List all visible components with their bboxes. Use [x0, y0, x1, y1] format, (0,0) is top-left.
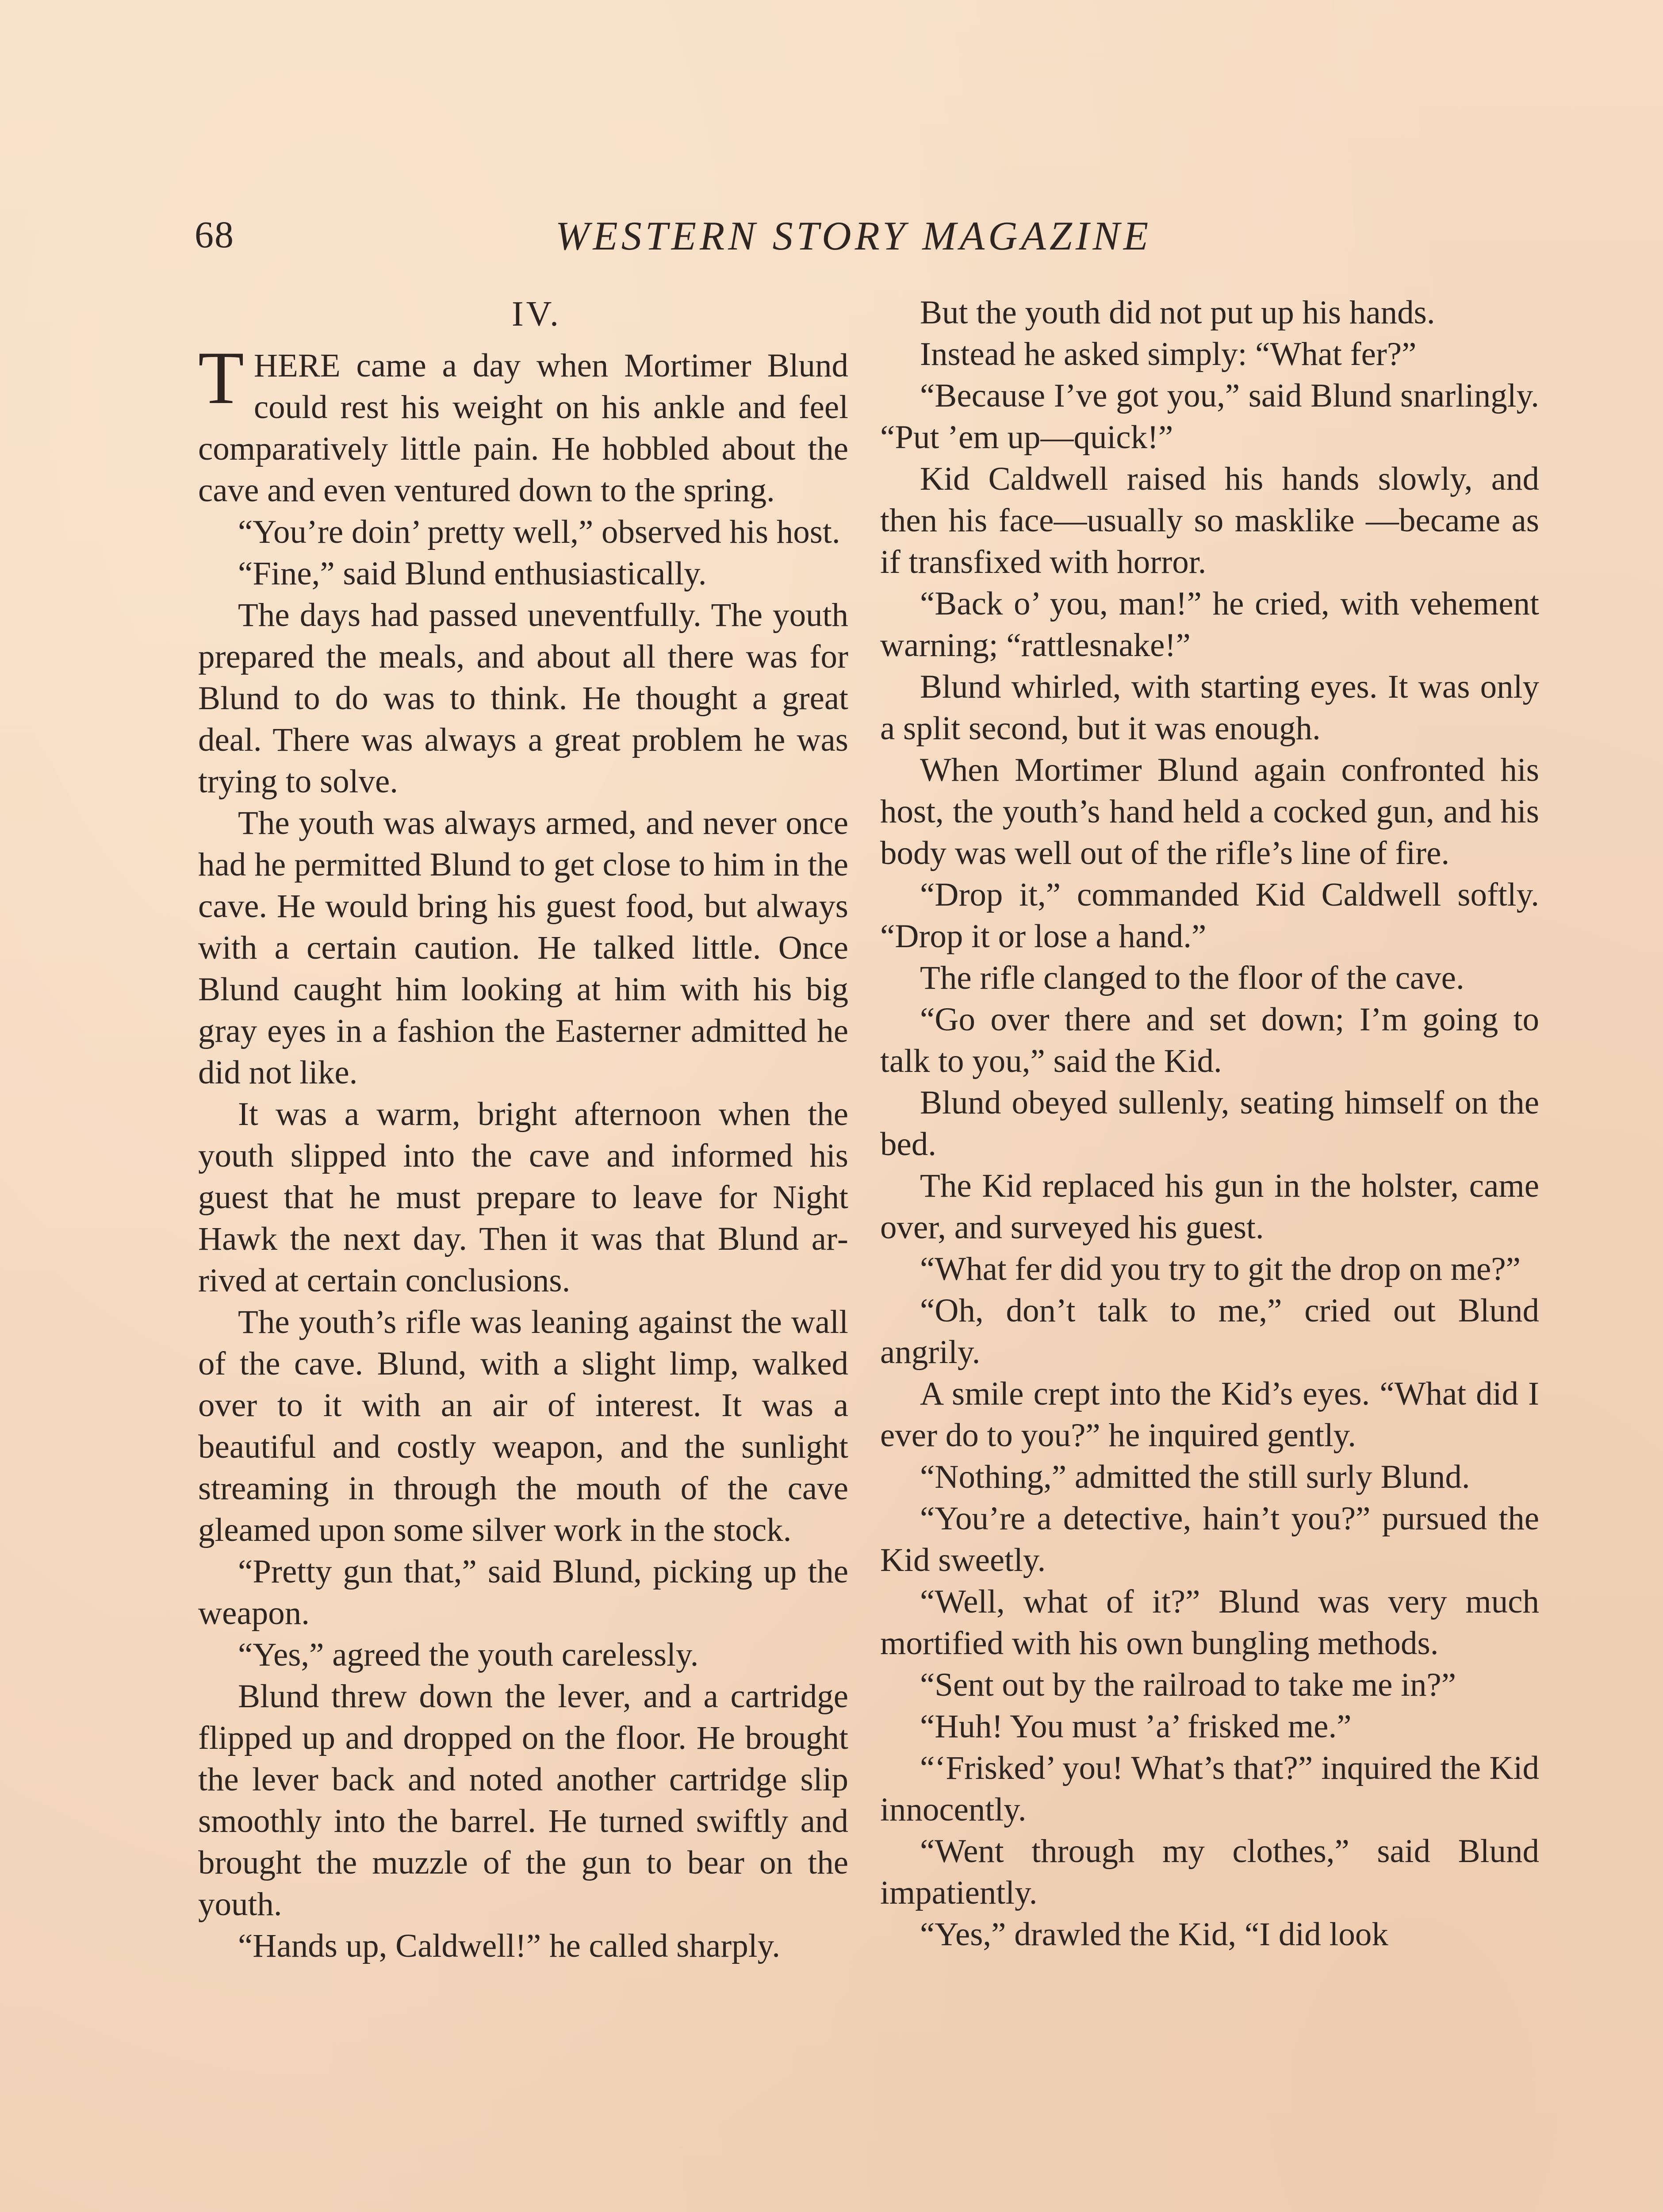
paragraph: “Because I’ve got you,” said Blund snarlingly. “Put ’em up—quick!” [880, 377, 1539, 456]
right-column [880, 292, 1539, 1955]
paragraph: The youth was always armed, and never once had he permitted Blund to get close to him in the cave. He would bring his guest food, but always with a certain caution. He talked little. Once Blund caught him looking at him with his big gray eyes in a fashion the Easterner admitted he did not like. [198, 805, 848, 1091]
paragraph: “Yes,” agreed the youth carelessly. [238, 1636, 699, 1673]
paragraph: “Nothing,” admitted the still surly Blund. [920, 1459, 1470, 1495]
paragraph: The days had passed uneventfully. The youth prepared the meals, and about all there was for Blund to do was to think. He thought a great deal. There was always a great problem he was trying to solve. [198, 597, 848, 800]
paragraph: “You’re doin’ pretty well,” observed his host. [238, 514, 840, 550]
paragraph: Blund threw down the lever, and a cartridge flipped up and dropped on the floor. He brought the lever back and noted another cartridge slip smoothly into the barrel. He turned swiftly and brought the muzzle of the gun to bear on the youth. [198, 1678, 848, 1923]
paragraph: “‘Frisked’ you! What’s that?” inquired the Kid innocently. [880, 1750, 1539, 1828]
paragraph: But the youth did not put up his hands. [920, 294, 1435, 331]
paragraph-text: HERE came a day when Mortimer Blund could rest his weight on his ankle and feel comparatively little pain. He hobbled about the cave and even ventured down to the spring. [198, 347, 848, 509]
chapter-heading: IV. [511, 295, 562, 334]
paragraph: “Fine,” said Blund enthusiastically. [238, 555, 707, 592]
paragraph: Blund whirled, with starting eyes. It was only a split second, but it was enough. [880, 668, 1539, 747]
paragraph: When Mortimer Blund again confronted his host, the youth’s hand held a cocked gun, and his body was well out of the rifle’s line of fire. [880, 752, 1539, 872]
paragraph: “Go over there and set down; I’m going to talk to you,” said the Kid. [880, 1001, 1539, 1079]
paragraph: Instead he asked simply: “What fer?” [920, 336, 1417, 373]
paragraph: “What fer did you try to git the drop on me?” [920, 1251, 1521, 1287]
paragraph: “Hands up, Caldwell!” he called sharply. [238, 1928, 780, 1964]
paragraph: “Oh, don’t talk to me,” cried out Blund angrily. [880, 1292, 1539, 1371]
left-column [198, 292, 848, 1967]
paragraph: “Drop it,” commanded Kid Caldwell softly. “Drop it or lose a hand.” [880, 876, 1539, 955]
paragraph: “Went through my clothes,” said Blund impatiently. [880, 1833, 1539, 1911]
paragraph: “Huh! You must ’a’ frisked me.” [920, 1708, 1352, 1745]
page-number: 68 [195, 213, 234, 256]
paragraph: The rifle clanged to the floor of the cave. [920, 960, 1464, 996]
paragraph: The youth’s rifle was leaning against the wall of the cave. Blund, with a slight limp, walked over to it with an air of interest. It was a beautiful and costly weapon, and the sunlight streaming in through the mouth of the cave gleamed upon some silver work in the stock. [198, 1304, 848, 1548]
paragraph: A smile crept into the Kid’s eyes. “What did I ever do to you?” he inquired gently. [880, 1375, 1539, 1454]
paragraph: “You’re a detective, hain’t you?” pursued the Kid sweetly. [880, 1500, 1539, 1578]
paragraph: “Sent out by the railroad to take me in?” [920, 1667, 1456, 1703]
page-header [195, 212, 1513, 265]
drop-cap: T [198, 336, 244, 419]
paragraph: “Yes,” drawled the Kid, “I did look [920, 1916, 1388, 1953]
running-title: WESTERN STORY MAGAZINE [555, 213, 1152, 258]
paragraph: “Back o’ you, man!” he cried, with vehement warning; “rattlesnake!” [880, 585, 1539, 664]
paragraph: “Well, what of it?” Blund was very much mortified with his own bungling methods. [880, 1583, 1539, 1662]
paragraph [198, 336, 848, 511]
paragraph: Blund obeyed sullenly, seating himself on the bed. [880, 1084, 1539, 1163]
paragraph: It was a warm, bright afternoon when the youth slipped into the cave and informed his guest that he must prepare to leave for Night Hawk the next day. Then it was that Blund arrived at certain conclusions. [198, 1096, 848, 1299]
paragraph: The Kid replaced his gun in the holster, came over, and surveyed his guest. [880, 1167, 1539, 1246]
paragraph: “Pretty gun that,” said Blund, picking up the weapon. [198, 1553, 848, 1632]
paragraph: Kid Caldwell raised his hands slowly, and then his face—usually so masklike —became as if transfixed with horror. [880, 461, 1539, 580]
